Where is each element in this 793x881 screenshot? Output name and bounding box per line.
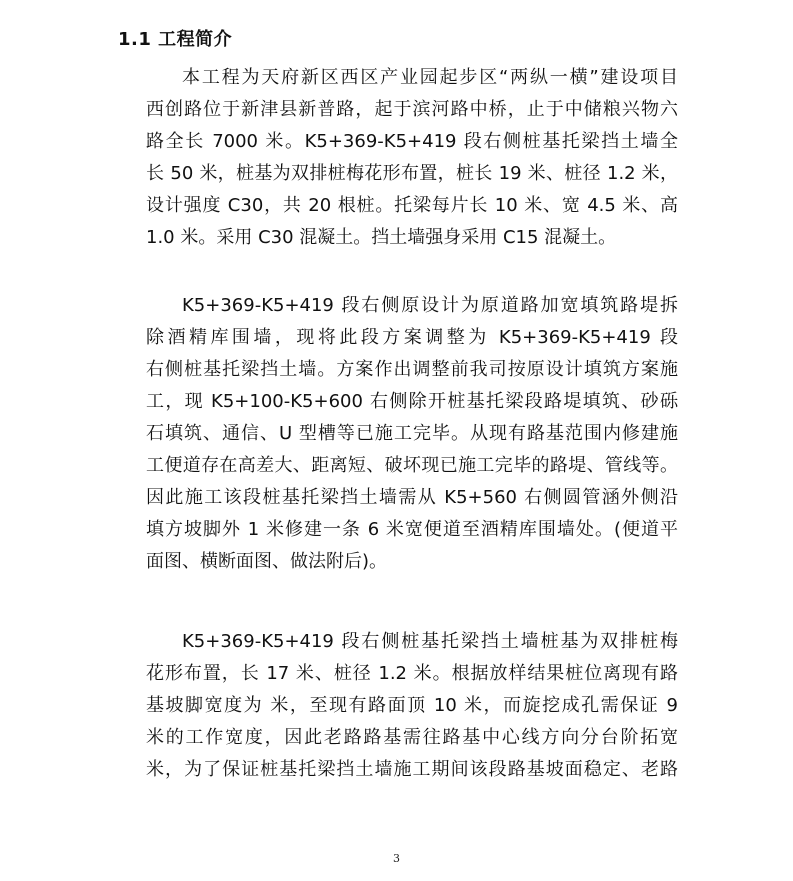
text-line: 花形布置，长 17 米、桩径 1.2 米。根据放样结果桩位离现有路 bbox=[146, 663, 678, 684]
text-line: 长 50 米，桩基为双排桩梅花形布置，桩长 19 米、桩径 1.2 米， bbox=[146, 163, 678, 184]
text-line: 填方坡脚外 1 米修建一条 6 米宽便道至酒精库围墙处。(便道平 bbox=[146, 519, 678, 540]
paragraph-3 bbox=[146, 626, 678, 786]
text-line: 1.0 米。采用 C30 混凝土。挡土墙强身采用 C15 混凝土。 bbox=[146, 227, 617, 248]
text-line: 因此施工该段桩基托梁挡土墙需从 K5+560 右侧圆管涵外侧沿 bbox=[146, 487, 678, 508]
text-line: 工便道存在高差大、距离短、破坏现已施工完毕的路堤、管线等。 bbox=[146, 455, 678, 476]
text-line: 米，为了保证桩基托梁挡土墙施工期间该段路基坡面稳定、老路 bbox=[146, 759, 678, 780]
paragraph-1 bbox=[146, 62, 678, 254]
text-line: 路全长 7000 米。K5+369-K5+419 段右侧桩基托梁挡土墙全 bbox=[146, 131, 678, 152]
text-line: 基坡脚宽度为 米，至现有路面顶 10 米，而旋挖成孔需保证 9 bbox=[146, 695, 678, 716]
text-line: 面图、横断面图、做法附后)。 bbox=[146, 551, 388, 572]
text-line: K5+369-K5+419 段右侧原设计为原道路加宽填筑路堤拆 bbox=[182, 295, 678, 316]
text-line: 设计强度 C30，共 20 根桩。托梁每片长 10 米、宽 4.5 米、高 bbox=[146, 195, 678, 216]
text-line: 西创路位于新津县新普路，起于滨河路中桥，止于中储粮兴物六 bbox=[146, 99, 678, 120]
page-number: 3 bbox=[393, 852, 400, 865]
text-line: 工，现 K5+100-K5+600 右侧除开桩基托梁段路堤填筑、砂砾 bbox=[146, 391, 678, 412]
paragraph-2 bbox=[146, 290, 678, 578]
section-heading: 1.1 工程简介 bbox=[118, 29, 233, 50]
text-line: 本工程为天府新区西区产业园起步区“两纵一横”建设项目 bbox=[182, 67, 678, 88]
text-line: 石填筑、通信、U 型槽等已施工完毕。从现有路基范围内修建施 bbox=[146, 423, 678, 444]
text-line: K5+369-K5+419 段右侧桩基托梁挡土墙桩基为双排桩梅 bbox=[182, 631, 678, 652]
text-line: 除酒精库围墙，现将此段方案调整为 K5+369-K5+419 段 bbox=[146, 327, 678, 348]
text-line: 米的工作宽度，因此老路路基需往路基中心线方向分台阶拓宽 bbox=[146, 727, 678, 748]
text-line: 右侧桩基托梁挡土墙。方案作出调整前我司按原设计填筑方案施 bbox=[146, 359, 678, 380]
